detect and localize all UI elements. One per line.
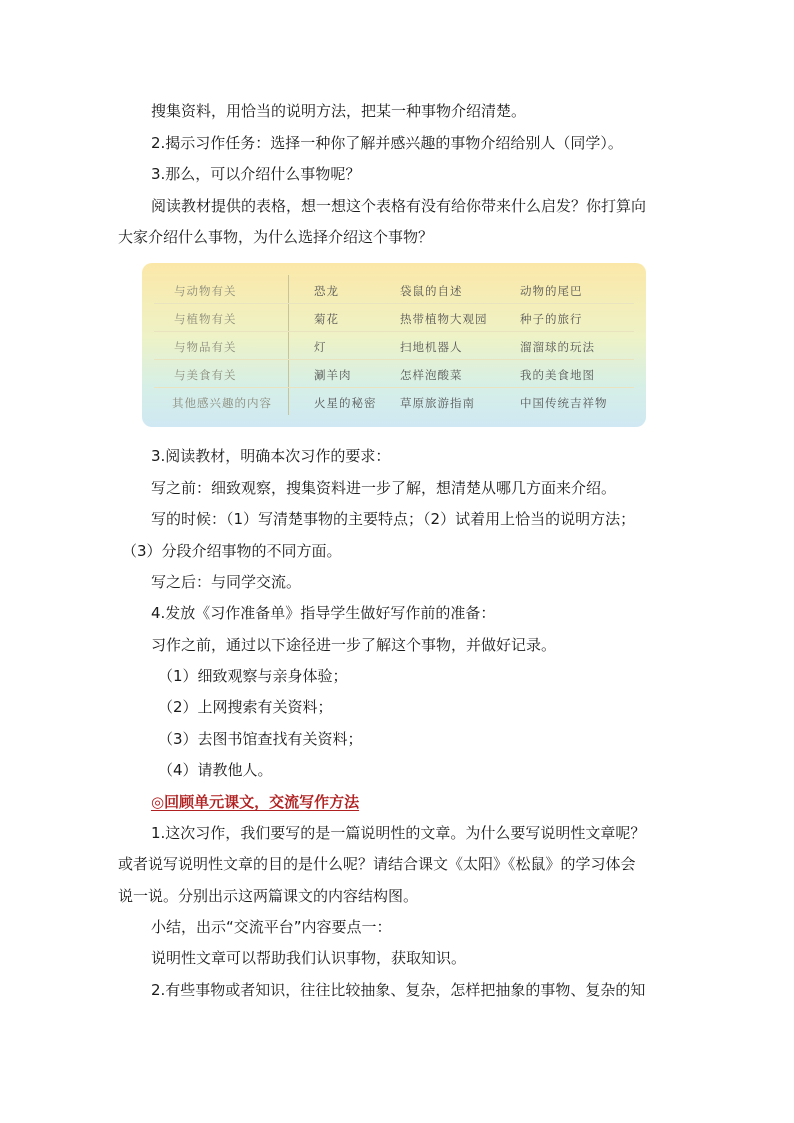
table-cell: 恐龙	[314, 284, 339, 298]
paragraph-line: 写之后：与同学交流。	[151, 573, 302, 591]
table-cell: 草原旅游指南	[400, 396, 475, 410]
table-cell: 袋鼠的自述	[400, 284, 463, 298]
paragraph-line: 说明性文章可以帮助我们认识事物，获取知识。	[151, 949, 467, 967]
table-cell: 动物的尾巴	[520, 284, 583, 298]
paragraph-line: 1.这次习作，我们要写的是一篇说明性的文章。为什么要写说明性文章呢？	[151, 824, 646, 842]
table-cell: 种子的旅行	[520, 312, 583, 326]
table-category: 与动物有关	[174, 284, 237, 298]
list-item: （2）上网搜索有关资料；	[158, 698, 333, 716]
table-category: 其他感兴趣的内容	[172, 396, 272, 410]
table-cell: 中国传统吉祥物	[520, 396, 608, 410]
table-cell: 灯	[314, 340, 327, 354]
paragraph-line: 2.揭示习作任务：选择一种你了解并感兴趣的事物介绍给别人（同学）。	[151, 134, 623, 152]
table-cell: 怎样泡酸菜	[400, 368, 463, 382]
paragraph-line: 大家介绍什么事物，为什么选择介绍这个事物？	[118, 228, 434, 246]
topic-table	[142, 263, 646, 427]
paragraph-line: 3.阅读教材，明确本次习作的要求：	[151, 447, 391, 465]
table-category: 与美食有关	[174, 368, 237, 382]
table-cell: 我的美食地图	[520, 368, 595, 382]
paragraph-line: 阅读教材提供的表格，想一想这个表格有没有给你带来什么启发？你打算向	[151, 197, 647, 215]
paragraph-line: 说一说。分别出示这两篇课文的内容结构图。	[118, 887, 419, 905]
paragraph-line: 写之前：细致观察，搜集资料进一步了解，想清楚从哪几方面来介绍。	[151, 479, 617, 497]
list-item: （4）请教他人。	[158, 761, 273, 779]
table-row	[142, 306, 646, 332]
paragraph-line: 3.那么，可以介绍什么事物呢？	[151, 165, 361, 183]
paragraph-line: 习作之前，通过以下途径进一步了解这个事物，并做好记录。	[151, 636, 557, 654]
table-cell: 火星的秘密	[314, 396, 377, 410]
paragraph-line: 或者说写说明性文章的目的是什么呢？请结合课文《太阳》《松鼠》的学习体会	[118, 855, 636, 873]
paragraph-line: 搜集资料，用恰当的说明方法，把某一种事物介绍清楚。	[151, 102, 527, 120]
list-item: （1）细致观察与亲身体验；	[158, 667, 348, 685]
table-cell: 菊花	[314, 312, 339, 326]
table-row	[142, 334, 646, 360]
section-heading: ◎回顾单元课文，交流写作方法	[151, 793, 360, 811]
paragraph-line: 2.有些事物或者知识，往往比较抽象、复杂，怎样把抽象的事物、复杂的知	[151, 981, 646, 999]
table-cell: 扫地机器人	[400, 340, 463, 354]
table-row	[142, 390, 646, 416]
table-cell: 溜溜球的玩法	[520, 340, 595, 354]
paragraph-line: （3）分段介绍事物的不同方面。	[122, 542, 342, 560]
table-row	[142, 278, 646, 304]
list-item: （3）去图书馆查找有关资料；	[158, 730, 363, 748]
paragraph-line: 写的时候：（1）写清楚事物的主要特点；（2）试着用上恰当的说明方法；	[151, 510, 636, 528]
table-category: 与物品有关	[174, 340, 237, 354]
paragraph-line: 小结，出示“交流平台”内容要点一：	[151, 918, 392, 936]
table-category: 与植物有关	[174, 312, 237, 326]
table-cell: 热带植物大观园	[400, 312, 488, 326]
table-row	[142, 362, 646, 388]
table-cell: 涮羊肉	[314, 368, 352, 382]
paragraph-line: 4.发放《习作准备单》指导学生做好写作前的准备：	[151, 604, 496, 622]
